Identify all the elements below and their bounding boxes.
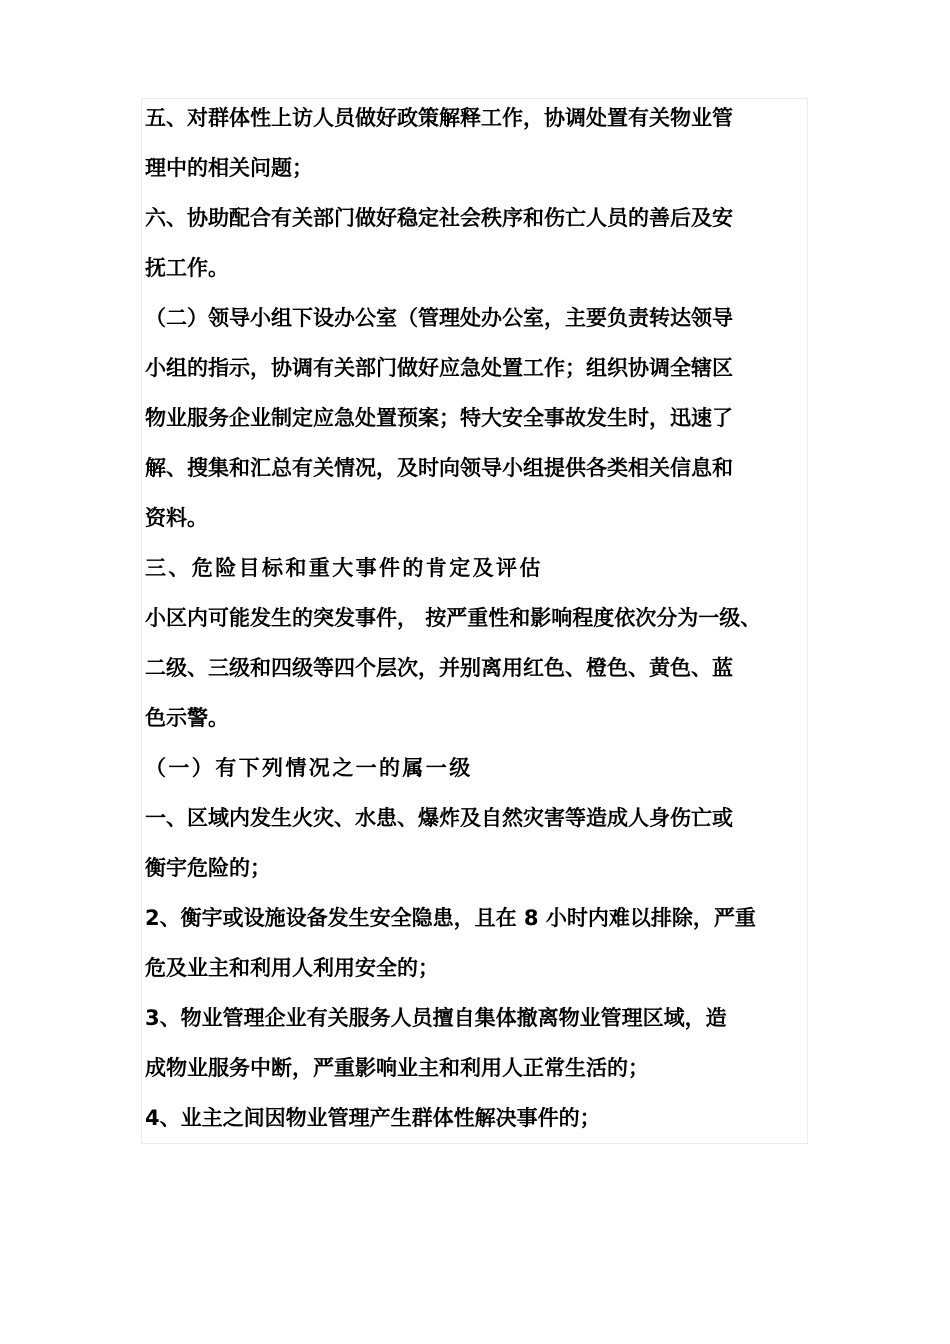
paragraph-line: 色示警。: [145, 706, 229, 730]
paragraph-line: 解、搜集和汇总有关情况，及时向领导小组提供各类相关信息和: [145, 456, 733, 480]
paragraph-line: 2、衡宇或设施设备发生安全隐患，且在 8 小时内难以排除，严重: [145, 906, 756, 930]
paragraph-line: 物业服务企业制定应急处置预案；特大安全事故发生时，迅速了: [145, 406, 733, 430]
section-heading: 三、危险目标和重大事件的肯定及评估: [145, 556, 543, 580]
paragraph-line: 抚工作。: [145, 256, 229, 280]
paragraph-line: 理中的相关问题；: [145, 156, 313, 180]
paragraph-line: 3、物业管理企业有关服务人员擅自集体撤离物业管理区域，造: [145, 1006, 727, 1030]
paragraph-line: 衡宇危险的；: [145, 856, 271, 880]
paragraph-line: 小组的指示，协调有关部门做好应急处置工作；组织协调全辖区: [145, 356, 733, 380]
subsection-heading: （一）有下列情况之一的属一级: [145, 756, 473, 780]
document-body: [145, 93, 805, 1143]
paragraph-line: 五、对群体性上访人员做好政策解释工作，协调处置有关物业管: [145, 106, 733, 130]
paragraph-line: 小区内可能发生的突发事件， 按严重性和影响程度依次分为一级、: [145, 606, 762, 630]
paragraph-line: 二级、三级和四级等四个层次，并别离用红色、橙色、黄色、蓝: [145, 656, 733, 680]
paragraph-line: 一、区域内发生火灾、水患、爆炸及自然灾害等造成人身伤亡或: [145, 806, 733, 830]
paragraph-line: （二）领导小组下设办公室（管理处办公室，主要负责转达领导: [145, 306, 733, 330]
paragraph-line: 成物业服务中断，严重影响业主和利用人正常生活的；: [145, 1056, 649, 1080]
paragraph-line: 4、业主之间因物业管理产生群体性解决事件的；: [145, 1106, 601, 1130]
paragraph-line: 资料。: [145, 506, 208, 530]
paragraph-line: 六、协助配合有关部门做好稳定社会秩序和伤亡人员的善后及安: [145, 206, 733, 230]
paragraph-line: 危及业主和利用人利用安全的；: [145, 956, 439, 980]
